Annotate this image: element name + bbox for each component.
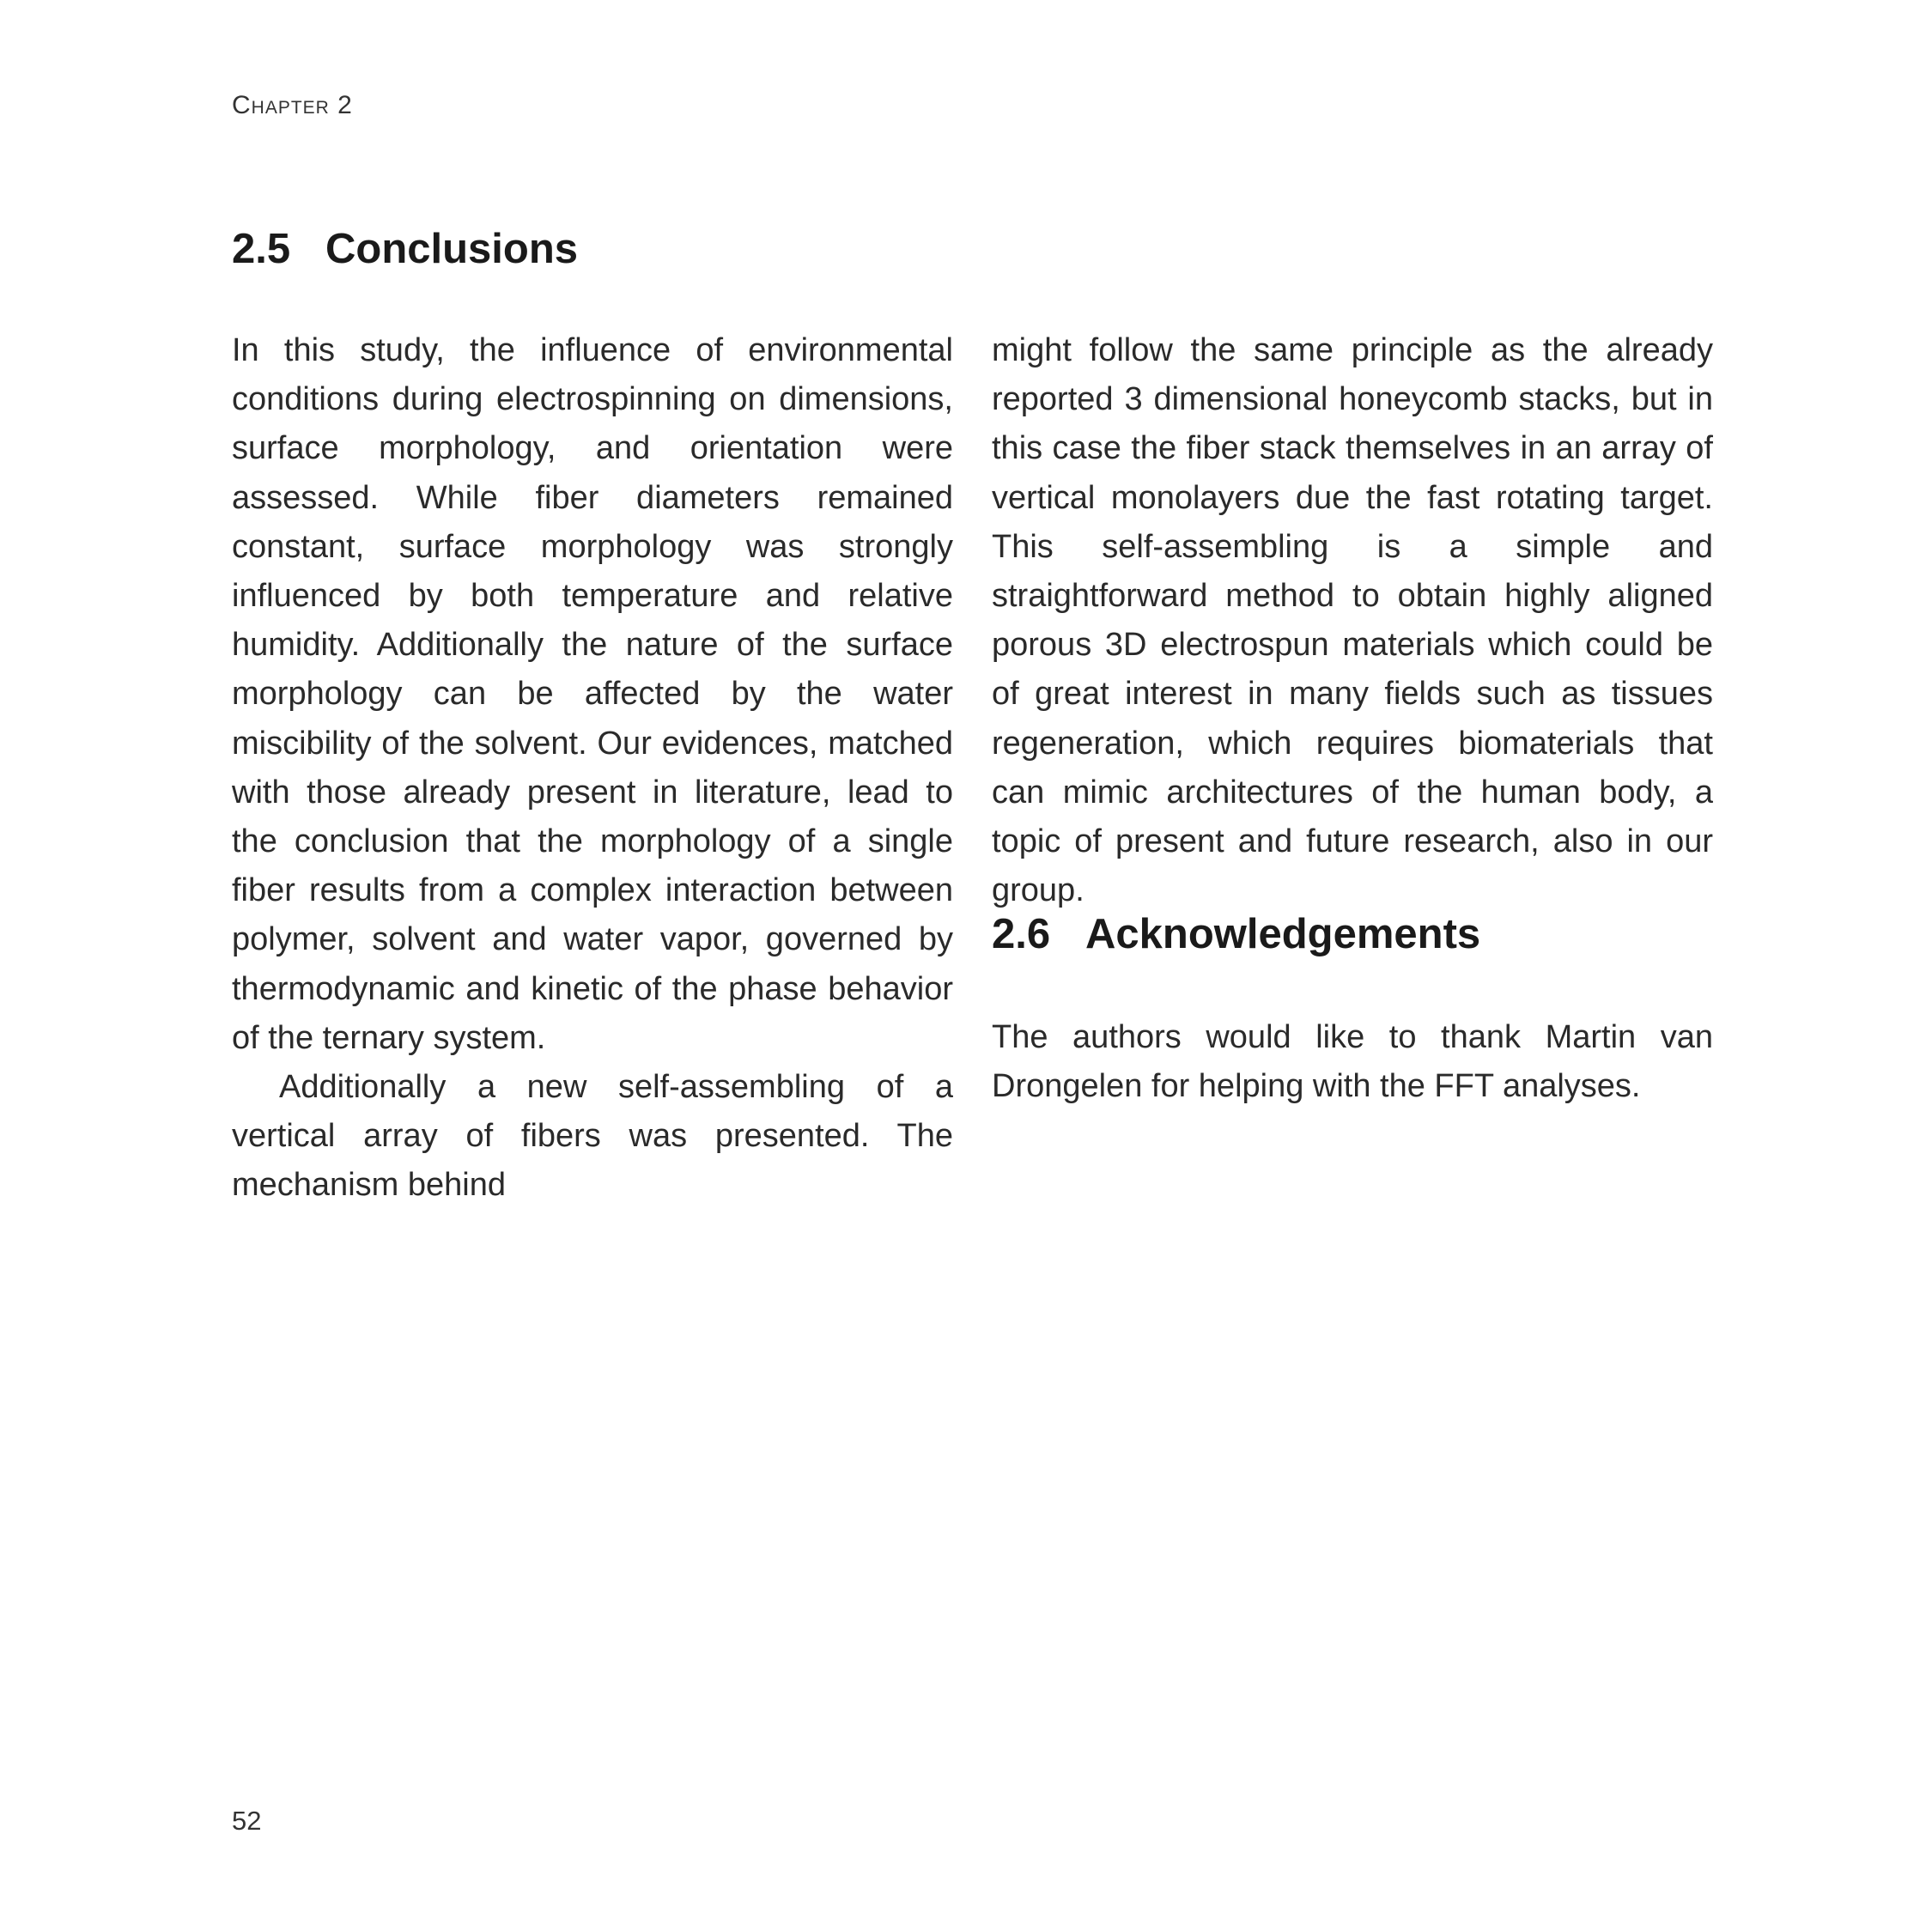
conclusions-paragraph-2-start: Additionally a new self-assembling of a vertical array of fibers was presented. The mechanism behind: [232, 1069, 953, 1204]
section-heading-acknowledgements: [992, 910, 1480, 958]
section-heading-conclusions: [232, 225, 578, 273]
conclusions-paragraph-1: In this study, the influence of environmental conditions during electrospinning on dimensions, surface morphology, and orientation were assessed. While fiber diameters remained constant, surface morphology was strongly influenced by both temperature and relative humidity. Additionally the nature of the surface morphology can be affected by the water miscibility of the solvent. Our evidences, matched with those already present in literature, lead to the conclusion that the morphology of a single fiber results from a complex interaction between polymer, solvent and water vapor, governed by thermodynamic and kinetic of the phase behavior of the ternary system.: [232, 332, 953, 1056]
running-head: Chapter 2: [232, 91, 353, 119]
section-number: 2.6: [992, 911, 1051, 957]
right-column: [992, 326, 1713, 915]
section-number: 2.5: [232, 226, 291, 272]
section-title: Acknowledgements: [1085, 911, 1481, 957]
left-column: [232, 326, 953, 1211]
acknowledgements-body: [992, 1013, 1713, 1111]
conclusions-paragraph-2-continued: might follow the same principle as the already reported 3 dimensional honeycomb stacks, but in this case the fiber stack themselves in an array of vertical monolayers due the fast rotating target. This self-assembling is a simple and straightforward method to obtain highly aligned porous 3D electrospun materials which could be of great interest in many fields such as tissues regeneration, which requires biomaterials that can mimic architectures of the human body, a topic of present and future research, also in our group.: [992, 332, 1713, 909]
page-number: 52: [232, 1806, 262, 1836]
section-title: Conclusions: [325, 226, 579, 272]
acknowledgements-paragraph: The authors would like to thank Martin van Drongelen for helping with the FFT analyses.: [992, 1019, 1713, 1105]
